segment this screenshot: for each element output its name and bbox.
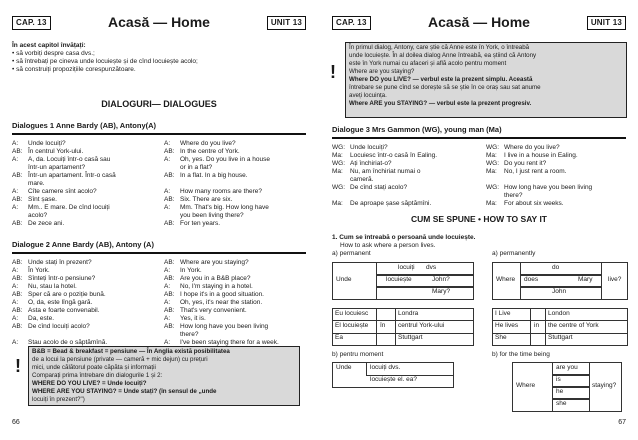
label-permanently: a) permanently	[492, 250, 536, 257]
speaker-label: AB:	[12, 323, 23, 330]
dialogue-line: Mm. That's big. How long have	[180, 204, 269, 211]
intro-bullet: • să construiți propozițiile corespunzătoare.	[12, 66, 136, 73]
right-page: CAP. 13 Acasă — Home UNIT 13 ! În primul dialog, Antony, care știe că Anne este în York, o întreabă unde locuiește. În al doilea dialog Anne întreabă, ea știind că Antony este în York numai cu afaceri și află acolo pentru moment Where are you staying? Where DO you LIVE? — verbul este la prezent simplu. Această întrebare se pune cînd se dorește să se știe în ce oraș sau sat anume aveți locuința. Where ARE you STAYING? — verbul este la prezent progresiv. Dialogue 3 Mrs Gammon (WG), young man (Ma) WG: Unde locuiți? Ma: Locuiesc într-o casă în Ealing. WG: Ați închiriat-o? Ma: Nu, am închiriat numai o cameră. WG: De cînd stați acolo? Ma: De aproape șase săptămîni. WG: Where do you live? Ma: I live in a house in Ealing. WG: Do you rent it? Ma: No, I just rent a room. WG: How long have you been living there? Ma: For about six weeks. CUM SE SPUNE • HOW TO SAY IT 1. Cum se întreabă o persoană unde locuiește. How to ask where a person lives. a) permanent a) permanently Unde locuiți dvs locuiește John? Mary? Where do does John Mary live? Eu locuiesc El locuiește Ea în Londra centrul York-ului Stuttgart I Live He lives She in London the centre of York Stuttgart b) pentru moment b) for the time being Unde locuiți dvs. locuiește el. ea? Where are you is he she staying? 67	[320, 0, 638, 440]
speaker-label: A:	[12, 315, 19, 322]
dialogue-line: Da, este.	[28, 315, 55, 322]
label-for-the-time-being: b) for the time being	[492, 351, 550, 358]
speaker-label: AB:	[12, 172, 23, 179]
divider	[332, 137, 626, 139]
dialogue-line: Cîte camere sînt acolo?	[28, 188, 97, 195]
speaker-label: WG:	[486, 184, 499, 191]
speaker-label: Ma:	[332, 200, 343, 207]
question-1: 1. Cum se întreabă o persoană unde locuiește.	[332, 234, 476, 241]
dialogue-line: you been living there?	[180, 212, 244, 219]
speaker-label: Ma:	[486, 168, 497, 175]
speaker-label: A:	[164, 188, 171, 195]
how-to-say-title: CUM SE SPUNE • HOW TO SAY IT	[410, 214, 547, 224]
speaker-label: WG:	[486, 144, 499, 151]
dialogue-2-title: Dialogue 2 Anne Bardy (AB), Antony (A)	[12, 240, 154, 249]
speaker-label: WG:	[332, 184, 345, 191]
dialogue-line: there?	[504, 192, 523, 199]
speaker-label: A:	[164, 140, 171, 147]
dialogue-line: De zece ani.	[28, 220, 65, 227]
speaker-label: AB:	[164, 148, 175, 155]
dialogue-line: Asta e foarte convenabil.	[28, 307, 100, 314]
speaker-label: WG:	[486, 160, 499, 167]
label-permanent: a) permanent	[332, 250, 371, 257]
dialogue-line: I've been staying there for a week.	[180, 339, 279, 346]
dialogue-line: mare.	[28, 180, 45, 187]
dialogue-3-title: Dialogue 3 Mrs Gammon (WG), young man (Ma)	[332, 125, 502, 134]
speaker-label: A:	[164, 315, 171, 322]
speaker-label: A:	[12, 204, 19, 211]
unit-tag: UNIT 13	[267, 16, 306, 30]
speaker-label: A:	[164, 267, 171, 274]
dialogue-line: or in a flat?	[180, 164, 213, 171]
dialogue-line: Locuiesc într-o casă în Ealing.	[350, 152, 438, 159]
dialogue-line: într-un apartament?	[28, 164, 86, 171]
dialogue-line: Oh, yes, it's near the station.	[180, 299, 263, 306]
speaker-label: A:	[164, 283, 171, 290]
note-line: locuiți în prezent?")	[32, 396, 85, 403]
note-line: de a locui la pensiune (private — cameră + mic dejun) cu prețuri	[32, 356, 208, 363]
speaker-label: A:	[12, 156, 19, 163]
note-line: mici, unde călătorul poate căpăta și informații	[32, 364, 156, 371]
speaker-label: Ma:	[332, 152, 343, 159]
dialogue-line: O, da, este lîngă gară.	[28, 299, 93, 306]
dialogue-line: Sper că are o poziție bună.	[28, 291, 106, 298]
page-number: 66	[12, 419, 20, 426]
question-1-en: How to ask where a person lives.	[340, 242, 436, 249]
speaker-label: AB:	[12, 196, 23, 203]
dialogue-line: I live in a house in Ealing.	[504, 152, 578, 159]
dialogue-line: Do you rent it?	[504, 160, 547, 167]
dialogue-1-title: Dialogues 1 Anne Bardy (AB), Antony(A)	[12, 121, 157, 130]
speaker-label: AB:	[164, 323, 175, 330]
label-for-the-moment: b) pentru moment	[332, 351, 384, 358]
speaker-label: WG:	[332, 144, 345, 151]
dialogue-line: Nu, am închiriat numai o	[350, 168, 421, 175]
speaker-label: A:	[164, 339, 171, 346]
divider	[12, 133, 306, 135]
dialogue-line: Mm.. E mare. De cînd locuiți	[28, 204, 110, 211]
chapter-tag: CAP. 13	[12, 16, 51, 30]
dialogue-line: How many rooms are there?	[180, 188, 263, 195]
speaker-label: A:	[12, 188, 19, 195]
speaker-label: A:	[12, 140, 19, 147]
dialogue-line: In a flat. In a big house.	[180, 172, 248, 179]
note-line: WHERE DO YOU LIVE? = Unde locuiți?	[32, 380, 147, 387]
dialogue-line: A, da. Locuiți într-o casă sau	[28, 156, 111, 163]
dialogue-line: How long have you been living	[180, 323, 269, 330]
dialogue-line: How long have you been living	[504, 184, 593, 191]
speaker-label: AB:	[12, 148, 23, 155]
speaker-label: AB:	[164, 307, 175, 314]
speaker-label: A:	[164, 156, 171, 163]
dialogue-line: That's very convenient.	[180, 307, 247, 314]
dialogue-line: Six. There are six.	[180, 196, 233, 203]
speaker-label: Ma:	[486, 152, 497, 159]
dialogue-line: Oh, yes. Do you live in a house	[180, 156, 270, 163]
section-title: DIALOGURI— DIALOGUES	[101, 99, 217, 109]
note-line: este în York numai cu afaceri și află acolo pentru moment	[349, 60, 507, 67]
dialogue-line: In York.	[180, 267, 202, 274]
speaker-label: WG:	[332, 160, 345, 167]
speaker-label: AB:	[164, 196, 175, 203]
dialogue-line: În centrul York-ului.	[28, 148, 84, 155]
speaker-label: Ma:	[486, 200, 497, 207]
exclamation-icon: !	[330, 62, 336, 82]
dialogue-line: No, I'm staying in a hotel.	[180, 283, 253, 290]
note-line: Where ARE you STAYING? — verbul este la prezent progresiv.	[349, 100, 532, 107]
dialogue-line: Unde stați în prezent?	[28, 259, 92, 266]
note-line: B&B = Bead & breakfast = pensiune — În Anglia există posibilitatea	[32, 348, 230, 355]
dialogue-line: Unde locuiți?	[350, 144, 388, 151]
left-page	[0, 0, 318, 440]
note-line: Where DO you LIVE? — verbul este la prezent simplu. Această	[349, 76, 533, 83]
dialogue-line: No, I just rent a room.	[504, 168, 567, 175]
speaker-label: A:	[164, 204, 171, 211]
speaker-label: AB:	[164, 259, 175, 266]
dialogue-line: Stau acolo de o săptămînă.	[28, 339, 108, 346]
chapter-tag: CAP. 13	[332, 16, 371, 30]
unit-tag: UNIT 13	[587, 16, 626, 30]
page-number: 67	[618, 419, 626, 426]
dialogue-line: De cînd stați acolo?	[350, 184, 408, 191]
dialogue-line: acolo?	[28, 212, 48, 219]
page-title: Acasă — Home	[108, 14, 210, 30]
dialogue-line: Are you in a B&B place?	[180, 275, 251, 282]
speaker-label: A:	[12, 339, 19, 346]
speaker-label: A:	[12, 267, 19, 274]
dialogue-line: Sînt șase.	[28, 196, 57, 203]
dialogue-line: Sînteți într-o pensiune?	[28, 275, 96, 282]
note-line: unde locuiește. În al doilea dialog Anne întreabă, ea știind că Antony	[349, 52, 537, 59]
note-line: Comparați prima întrebare din dialogurile 1 și 2:	[32, 372, 163, 379]
note-line: WHERE ARE YOU STAYING? = Unde stați? (în sensul de „unde	[32, 388, 217, 395]
speaker-label: AB:	[12, 307, 23, 314]
dialogue-line: Where do you live?	[504, 144, 560, 151]
dialogue-line: For ten years.	[180, 220, 221, 227]
dialogue-line: Ați închiriat-o?	[350, 160, 392, 167]
intro-bullet: • să întrebați pe cineva unde locuiește și de cînd locuiește acolo;	[12, 58, 198, 65]
speaker-label: AB:	[12, 291, 23, 298]
speaker-label: A:	[164, 299, 171, 306]
speaker-label: AB:	[164, 220, 175, 227]
dialogue-line: Unde locuiți?	[28, 140, 66, 147]
note-line: În primul dialog, Antony, care știe că Anne este în York, o întreabă	[349, 44, 530, 51]
dialogue-line: Nu, stau la hotel.	[28, 283, 77, 290]
page-header	[12, 14, 306, 32]
page-title: Acasă — Home	[428, 14, 530, 30]
dialogue-line: I hope it's in a good situation.	[180, 291, 264, 298]
dialogue-line: For about six weeks.	[504, 200, 564, 207]
speaker-label: AB:	[12, 220, 23, 227]
divider	[12, 252, 306, 254]
intro-bullet: • să vorbiți despre casa dvs.;	[12, 50, 95, 57]
dialogue-line: Where do you live?	[180, 140, 236, 147]
dialogue-line: Yes, it is.	[180, 315, 206, 322]
page-header	[332, 14, 626, 32]
dialogue-line: there?	[180, 331, 199, 338]
note-line: Where are you staying?	[349, 68, 415, 75]
speaker-label: AB:	[12, 259, 23, 266]
dialogue-line: În York.	[28, 267, 50, 274]
dialogue-line: cameră.	[350, 176, 374, 183]
exclamation-icon: !	[15, 356, 21, 376]
speaker-label: AB:	[164, 172, 175, 179]
note-line: întrebare se pune cînd se dorește să se știe în ce oraș sau sat anume	[349, 84, 541, 91]
note-line: aveți locuința.	[349, 92, 387, 99]
speaker-label: AB:	[164, 275, 175, 282]
speaker-label: A:	[12, 299, 19, 306]
speaker-label: AB:	[12, 275, 23, 282]
intro-heading: În acest capitol învățați:	[12, 42, 86, 49]
dialogue-line: De aproape șase săptămîni.	[350, 200, 432, 207]
dialogue-line: De cînd locuiți acolo?	[28, 323, 90, 330]
speaker-label: Ma:	[332, 168, 343, 175]
speaker-label: AB:	[164, 291, 175, 298]
dialogue-line: Where are you staying?	[180, 259, 249, 266]
dialogue-line: In the centre of York.	[180, 148, 240, 155]
dialogue-line: Într-un apartament. Într-o casă	[28, 172, 116, 179]
speaker-label: A:	[12, 283, 19, 290]
